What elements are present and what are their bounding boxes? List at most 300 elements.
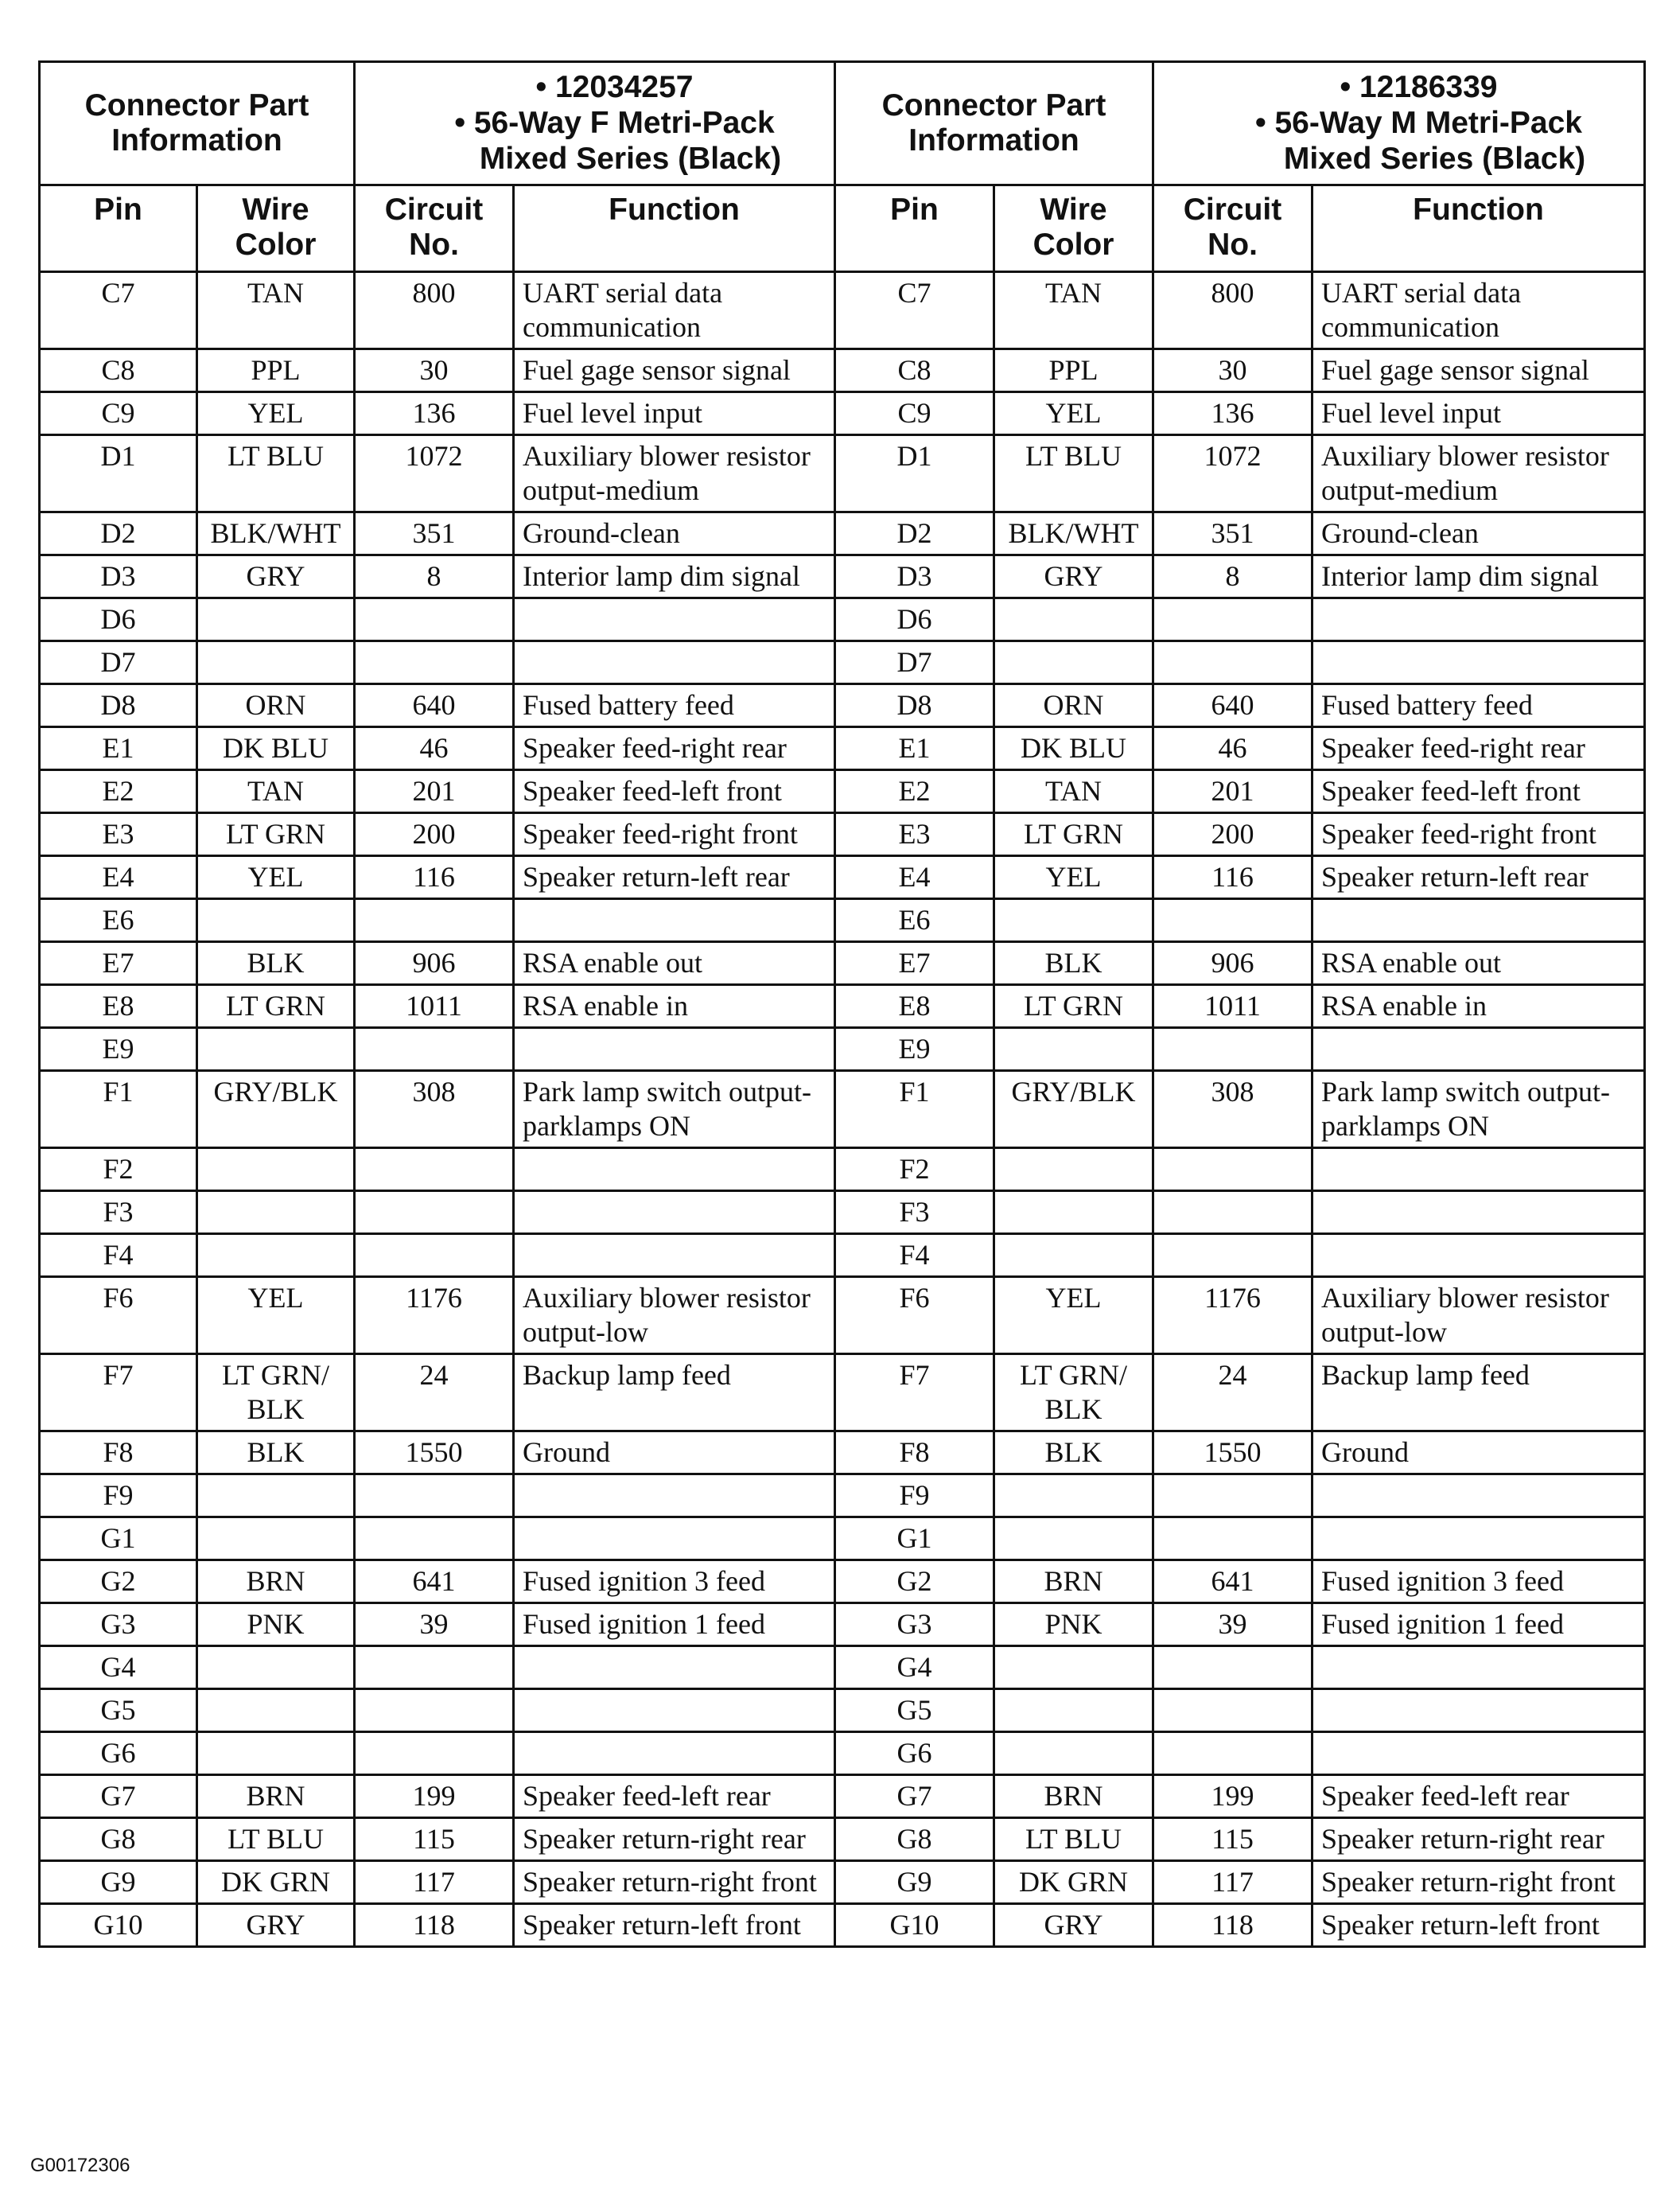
left-circuit-cell: 199 [355, 1775, 514, 1818]
right-circuit-cell [1153, 1732, 1312, 1775]
right-circuit-cell [1153, 1148, 1312, 1191]
right-wire-cell [994, 641, 1153, 684]
right-wire-cell: GRY/BLK [994, 1071, 1153, 1148]
right-circuit-cell: 199 [1153, 1775, 1312, 1818]
left-wire-cell: GRY [197, 555, 355, 598]
right-part-type: • 56-Way M Metri-Pack [1254, 106, 1582, 140]
right-circuit-cell [1153, 899, 1312, 942]
left-pin-cell: E9 [40, 1028, 197, 1071]
right-pin-cell: D2 [835, 512, 994, 555]
left-wire-cell: BLK/WHT [197, 512, 355, 555]
left-function-cell [514, 1474, 835, 1517]
right-circuit-cell: 115 [1153, 1818, 1312, 1861]
left-pin-cell: F6 [40, 1277, 197, 1354]
right-function-cell: Ground [1312, 1431, 1645, 1474]
right-pin-cell: G9 [835, 1861, 994, 1904]
right-function-cell [1312, 1234, 1645, 1277]
right-pin-cell: F1 [835, 1071, 994, 1148]
left-wire-cell: YEL [197, 856, 355, 899]
table-row [40, 985, 1645, 1028]
table-row [40, 1818, 1645, 1861]
left-pin-cell: G5 [40, 1689, 197, 1732]
right-function-cell [1312, 1517, 1645, 1560]
table-row [40, 1354, 1645, 1431]
table-row [40, 727, 1645, 770]
left-info-label-line1: Connector Part [84, 88, 309, 123]
right-circuit-cell [1153, 1474, 1312, 1517]
left-wire-cell [197, 1732, 355, 1775]
right-pin-cell: E6 [835, 899, 994, 942]
right-function-cell: UART serial data communication [1312, 272, 1645, 349]
left-wire-cell: LT BLU [197, 435, 355, 512]
left-circuit-cell: 1176 [355, 1277, 514, 1354]
left-circuit-cell: 8 [355, 555, 514, 598]
left-function-cell: Park lamp switch output-parklamps ON [514, 1071, 835, 1148]
table-row [40, 272, 1645, 349]
right-circuit-header [1153, 185, 1312, 272]
table-row [40, 1732, 1645, 1775]
table-row [40, 942, 1645, 985]
right-wire-cell [994, 1234, 1153, 1277]
left-wire-cell: YEL [197, 392, 355, 435]
circuit-header-line2: No. [409, 228, 459, 262]
left-function-cell: Speaker return-left rear [514, 856, 835, 899]
left-wire-cell: LT GRN/ BLK [197, 1354, 355, 1431]
pin-header-text: Pin [94, 193, 142, 227]
left-wire-cell: DK BLU [197, 727, 355, 770]
left-pin-cell: G8 [40, 1818, 197, 1861]
left-pin-cell: G4 [40, 1646, 197, 1689]
left-wire-cell: GRY/BLK [197, 1071, 355, 1148]
right-function-cell: Speaker feed-right rear [1312, 727, 1645, 770]
right-function-cell: Interior lamp dim signal [1312, 555, 1645, 598]
right-function-cell [1312, 1732, 1645, 1775]
right-function-cell [1312, 1191, 1645, 1234]
table-row [40, 1474, 1645, 1517]
right-circuit-cell: 8 [1153, 555, 1312, 598]
right-pin-header [835, 185, 994, 272]
right-function-cell [1312, 598, 1645, 641]
left-circuit-cell [355, 1234, 514, 1277]
figure-code: G00172306 [30, 2155, 130, 2176]
right-wire-cell [994, 598, 1153, 641]
right-pin-cell: G7 [835, 1775, 994, 1818]
right-circuit-cell: 906 [1153, 942, 1312, 985]
table-row [40, 813, 1645, 856]
left-function-cell: Speaker feed-right front [514, 813, 835, 856]
left-function-cell [514, 1028, 835, 1071]
right-circuit-cell [1153, 1191, 1312, 1234]
right-circuit-cell: 1011 [1153, 985, 1312, 1028]
left-function-cell: Speaker return-right front [514, 1861, 835, 1904]
right-pin-cell: E1 [835, 727, 994, 770]
right-circuit-cell: 136 [1153, 392, 1312, 435]
right-function-cell: Auxiliary blower resistor output-low [1312, 1277, 1645, 1354]
right-function-cell: Auxiliary blower resistor output-medium [1312, 435, 1645, 512]
left-pin-cell: D1 [40, 435, 197, 512]
right-function-cell: Fuel gage sensor signal [1312, 349, 1645, 392]
left-function-cell: Backup lamp feed [514, 1354, 835, 1431]
left-pin-cell: G9 [40, 1861, 197, 1904]
left-circuit-cell: 118 [355, 1904, 514, 1947]
left-part-number: • 12034257 [535, 70, 694, 104]
right-wire-cell: LT BLU [994, 435, 1153, 512]
table-row [40, 1028, 1645, 1071]
right-pin-cell: E8 [835, 985, 994, 1028]
right-circuit-cell [1153, 1646, 1312, 1689]
left-wire-cell: DK GRN [197, 1861, 355, 1904]
table-row [40, 1904, 1645, 1947]
table-row [40, 899, 1645, 942]
left-circuit-cell: 117 [355, 1861, 514, 1904]
left-circuit-cell: 1072 [355, 435, 514, 512]
table-row [40, 555, 1645, 598]
right-pin-cell: D7 [835, 641, 994, 684]
left-part-info [355, 62, 835, 185]
right-wire-cell: LT BLU [994, 1818, 1153, 1861]
right-function-cell: Speaker feed-left rear [1312, 1775, 1645, 1818]
left-circuit-cell: 1550 [355, 1431, 514, 1474]
left-circuit-cell: 200 [355, 813, 514, 856]
right-wire-cell [994, 1517, 1153, 1560]
left-function-cell: RSA enable out [514, 942, 835, 985]
left-wire-cell: LT BLU [197, 1818, 355, 1861]
right-pin-cell: G1 [835, 1517, 994, 1560]
right-function-cell: Speaker feed-right front [1312, 813, 1645, 856]
right-circuit-cell [1153, 1234, 1312, 1277]
table-row [40, 770, 1645, 813]
pin-header-text: Pin [890, 193, 939, 227]
left-function-cell: Fused ignition 3 feed [514, 1560, 835, 1603]
table-row [40, 1431, 1645, 1474]
left-pin-cell: E7 [40, 942, 197, 985]
left-pin-cell: D2 [40, 512, 197, 555]
right-wire-cell: DK GRN [994, 1861, 1153, 1904]
right-pin-cell: G4 [835, 1646, 994, 1689]
right-pin-cell: G8 [835, 1818, 994, 1861]
wire-header-line2: Color [235, 228, 317, 262]
left-circuit-cell [355, 1474, 514, 1517]
table-header [40, 62, 1645, 272]
right-function-cell: Speaker feed-left front [1312, 770, 1645, 813]
right-pin-cell: D1 [835, 435, 994, 512]
left-pin-cell: D7 [40, 641, 197, 684]
left-circuit-cell [355, 641, 514, 684]
left-wire-cell [197, 1689, 355, 1732]
left-function-cell [514, 1689, 835, 1732]
right-wire-cell: ORN [994, 684, 1153, 727]
right-pin-cell: G10 [835, 1904, 994, 1947]
left-circuit-cell: 24 [355, 1354, 514, 1431]
left-wire-cell [197, 1474, 355, 1517]
left-function-cell [514, 1148, 835, 1191]
right-pin-cell: F2 [835, 1148, 994, 1191]
right-wire-cell [994, 1689, 1153, 1732]
left-function-cell: Fuel gage sensor signal [514, 349, 835, 392]
right-part-info [1153, 62, 1645, 185]
left-function-cell: Speaker feed-left front [514, 770, 835, 813]
left-wire-cell: BRN [197, 1560, 355, 1603]
right-function-cell: Speaker return-right front [1312, 1861, 1645, 1904]
function-header-text: Function [1413, 193, 1544, 227]
left-function-cell [514, 1732, 835, 1775]
right-function-cell: RSA enable in [1312, 985, 1645, 1028]
left-circuit-cell: 39 [355, 1603, 514, 1646]
right-wire-cell: TAN [994, 770, 1153, 813]
right-wire-cell: BLK/WHT [994, 512, 1153, 555]
left-pin-cell: E3 [40, 813, 197, 856]
right-pin-cell: E4 [835, 856, 994, 899]
right-wire-cell [994, 899, 1153, 942]
left-function-cell [514, 1646, 835, 1689]
left-pin-header [40, 185, 197, 272]
table-row [40, 1861, 1645, 1904]
left-circuit-cell: 906 [355, 942, 514, 985]
right-wire-cell: BRN [994, 1775, 1153, 1818]
left-wire-cell [197, 899, 355, 942]
left-function-header [514, 185, 835, 272]
right-function-cell: Speaker return-right rear [1312, 1818, 1645, 1861]
right-pin-cell: F4 [835, 1234, 994, 1277]
right-pin-cell: F3 [835, 1191, 994, 1234]
left-function-cell [514, 1517, 835, 1560]
table-body [40, 272, 1645, 1947]
left-circuit-cell: 115 [355, 1818, 514, 1861]
right-circuit-cell [1153, 1028, 1312, 1071]
right-function-cell: Fuel level input [1312, 392, 1645, 435]
right-function-cell: Fused battery feed [1312, 684, 1645, 727]
left-circuit-cell [355, 1148, 514, 1191]
left-pin-cell: F4 [40, 1234, 197, 1277]
right-wire-cell: PPL [994, 349, 1153, 392]
right-circuit-cell: 201 [1153, 770, 1312, 813]
left-function-cell [514, 1234, 835, 1277]
left-pin-cell: E1 [40, 727, 197, 770]
left-pin-cell: D8 [40, 684, 197, 727]
right-wire-cell [994, 1028, 1153, 1071]
right-wire-cell: LT GRN [994, 813, 1153, 856]
right-circuit-cell: 351 [1153, 512, 1312, 555]
right-circuit-cell: 1176 [1153, 1277, 1312, 1354]
table-row [40, 1234, 1645, 1277]
left-pin-cell: F1 [40, 1071, 197, 1148]
right-wire-cell: YEL [994, 856, 1153, 899]
left-pin-cell: D3 [40, 555, 197, 598]
right-circuit-cell: 39 [1153, 1603, 1312, 1646]
left-part-series: Mixed Series (Black) [479, 142, 782, 176]
right-wire-header [994, 185, 1153, 272]
table-row [40, 1277, 1645, 1354]
left-function-cell: Ground [514, 1431, 835, 1474]
left-circuit-cell: 800 [355, 272, 514, 349]
right-function-cell: Speaker return-left front [1312, 1904, 1645, 1947]
right-pin-cell: D6 [835, 598, 994, 641]
right-function-cell [1312, 1646, 1645, 1689]
right-pin-cell: D3 [835, 555, 994, 598]
left-wire-cell: TAN [197, 272, 355, 349]
left-circuit-cell [355, 1646, 514, 1689]
left-circuit-cell: 46 [355, 727, 514, 770]
right-circuit-cell: 30 [1153, 349, 1312, 392]
left-wire-header [197, 185, 355, 272]
left-function-cell: Auxiliary blower resistor output-low [514, 1277, 835, 1354]
left-function-cell: Speaker feed-left rear [514, 1775, 835, 1818]
left-function-cell [514, 899, 835, 942]
table-row [40, 392, 1645, 435]
right-circuit-cell: 117 [1153, 1861, 1312, 1904]
wire-header-line1: Wire [1040, 193, 1107, 227]
left-pin-cell: E6 [40, 899, 197, 942]
right-circuit-cell: 24 [1153, 1354, 1312, 1431]
right-function-cell: Fused ignition 3 feed [1312, 1560, 1645, 1603]
table-row [40, 349, 1645, 392]
left-circuit-cell [355, 1732, 514, 1775]
connector-table-container [38, 60, 1643, 1948]
left-wire-cell: TAN [197, 770, 355, 813]
left-circuit-cell [355, 899, 514, 942]
table-row [40, 598, 1645, 641]
right-wire-cell: DK BLU [994, 727, 1153, 770]
right-function-cell: Backup lamp feed [1312, 1354, 1645, 1431]
left-part-type: • 56-Way F Metri-Pack [454, 106, 775, 140]
right-circuit-cell: 1072 [1153, 435, 1312, 512]
table-row [40, 1603, 1645, 1646]
left-function-cell: Auxiliary blower resistor output-medium [514, 435, 835, 512]
right-wire-cell: YEL [994, 1277, 1153, 1354]
left-circuit-cell [355, 1028, 514, 1071]
left-pin-cell: C7 [40, 272, 197, 349]
left-pin-cell: G1 [40, 1517, 197, 1560]
left-function-cell: Fused ignition 1 feed [514, 1603, 835, 1646]
right-circuit-cell: 200 [1153, 813, 1312, 856]
table-row [40, 1560, 1645, 1603]
right-circuit-cell: 640 [1153, 684, 1312, 727]
right-wire-cell: PNK [994, 1603, 1153, 1646]
right-circuit-cell: 800 [1153, 272, 1312, 349]
left-circuit-cell: 1011 [355, 985, 514, 1028]
right-wire-cell: TAN [994, 272, 1153, 349]
left-pin-cell: F2 [40, 1148, 197, 1191]
left-wire-cell [197, 598, 355, 641]
left-pin-cell: G3 [40, 1603, 197, 1646]
left-wire-cell: BLK [197, 942, 355, 985]
left-function-cell [514, 641, 835, 684]
column-header-row [40, 185, 1645, 272]
left-wire-cell [197, 1148, 355, 1191]
right-circuit-cell [1153, 641, 1312, 684]
left-circuit-cell: 308 [355, 1071, 514, 1148]
right-pin-cell: F6 [835, 1277, 994, 1354]
left-pin-cell: G2 [40, 1560, 197, 1603]
left-function-cell: Speaker return-left front [514, 1904, 835, 1947]
left-circuit-cell: 136 [355, 392, 514, 435]
left-pin-cell: C9 [40, 392, 197, 435]
left-wire-cell [197, 641, 355, 684]
right-pin-cell: G5 [835, 1689, 994, 1732]
right-pin-cell: E2 [835, 770, 994, 813]
connector-pinout-table [38, 60, 1646, 1948]
right-function-cell: Park lamp switch output-parklamps ON [1312, 1071, 1645, 1148]
right-function-header [1312, 185, 1645, 272]
left-wire-cell: PNK [197, 1603, 355, 1646]
left-wire-cell [197, 1517, 355, 1560]
left-function-cell: RSA enable in [514, 985, 835, 1028]
left-circuit-cell [355, 1517, 514, 1560]
table-row [40, 1689, 1645, 1732]
right-wire-cell [994, 1646, 1153, 1689]
table-row [40, 1148, 1645, 1191]
left-wire-cell: ORN [197, 684, 355, 727]
left-circuit-cell: 30 [355, 349, 514, 392]
wire-header-line2: Color [1032, 228, 1114, 262]
left-circuit-cell: 201 [355, 770, 514, 813]
left-function-cell: Ground-clean [514, 512, 835, 555]
left-function-cell: Fused battery feed [514, 684, 835, 727]
right-pin-cell: C8 [835, 349, 994, 392]
wire-header-line1: Wire [242, 193, 309, 227]
left-wire-cell: BLK [197, 1431, 355, 1474]
left-wire-cell: LT GRN [197, 813, 355, 856]
left-wire-cell [197, 1234, 355, 1277]
right-pin-cell: G3 [835, 1603, 994, 1646]
table-row [40, 1775, 1645, 1818]
left-pin-cell: F9 [40, 1474, 197, 1517]
left-function-cell: Fuel level input [514, 392, 835, 435]
left-wire-cell: BRN [197, 1775, 355, 1818]
right-function-cell: Speaker return-left rear [1312, 856, 1645, 899]
right-info-label-line1: Connector Part [881, 88, 1106, 123]
right-circuit-cell [1153, 598, 1312, 641]
right-function-cell [1312, 1474, 1645, 1517]
connector-info-row [40, 62, 1645, 185]
right-circuit-cell: 118 [1153, 1904, 1312, 1947]
right-wire-cell [994, 1148, 1153, 1191]
right-circuit-cell: 308 [1153, 1071, 1312, 1148]
right-pin-cell: D8 [835, 684, 994, 727]
function-header-text: Function [609, 193, 740, 227]
left-pin-cell: F3 [40, 1191, 197, 1234]
left-wire-cell: PPL [197, 349, 355, 392]
left-pin-cell: E2 [40, 770, 197, 813]
right-wire-cell [994, 1732, 1153, 1775]
right-pin-cell: F9 [835, 1474, 994, 1517]
right-function-cell [1312, 1028, 1645, 1071]
right-wire-cell: LT GRN/ BLK [994, 1354, 1153, 1431]
left-pin-cell: E4 [40, 856, 197, 899]
left-pin-cell: G10 [40, 1904, 197, 1947]
right-wire-cell: GRY [994, 1904, 1153, 1947]
right-pin-cell: E3 [835, 813, 994, 856]
left-wire-cell: YEL [197, 1277, 355, 1354]
left-wire-cell: LT GRN [197, 985, 355, 1028]
right-circuit-cell: 1550 [1153, 1431, 1312, 1474]
right-circuit-cell: 46 [1153, 727, 1312, 770]
left-pin-cell: F7 [40, 1354, 197, 1431]
left-circuit-cell [355, 1689, 514, 1732]
right-function-cell [1312, 641, 1645, 684]
right-info-label [835, 62, 1153, 185]
circuit-header-line1: Circuit [1183, 193, 1282, 227]
right-wire-cell: BLK [994, 942, 1153, 985]
circuit-header-line2: No. [1208, 228, 1258, 262]
right-function-cell: RSA enable out [1312, 942, 1645, 985]
right-pin-cell: G2 [835, 1560, 994, 1603]
right-circuit-cell [1153, 1517, 1312, 1560]
right-circuit-cell: 116 [1153, 856, 1312, 899]
left-wire-cell [197, 1646, 355, 1689]
right-function-cell [1312, 1148, 1645, 1191]
right-info-label-line2: Information [908, 123, 1079, 158]
